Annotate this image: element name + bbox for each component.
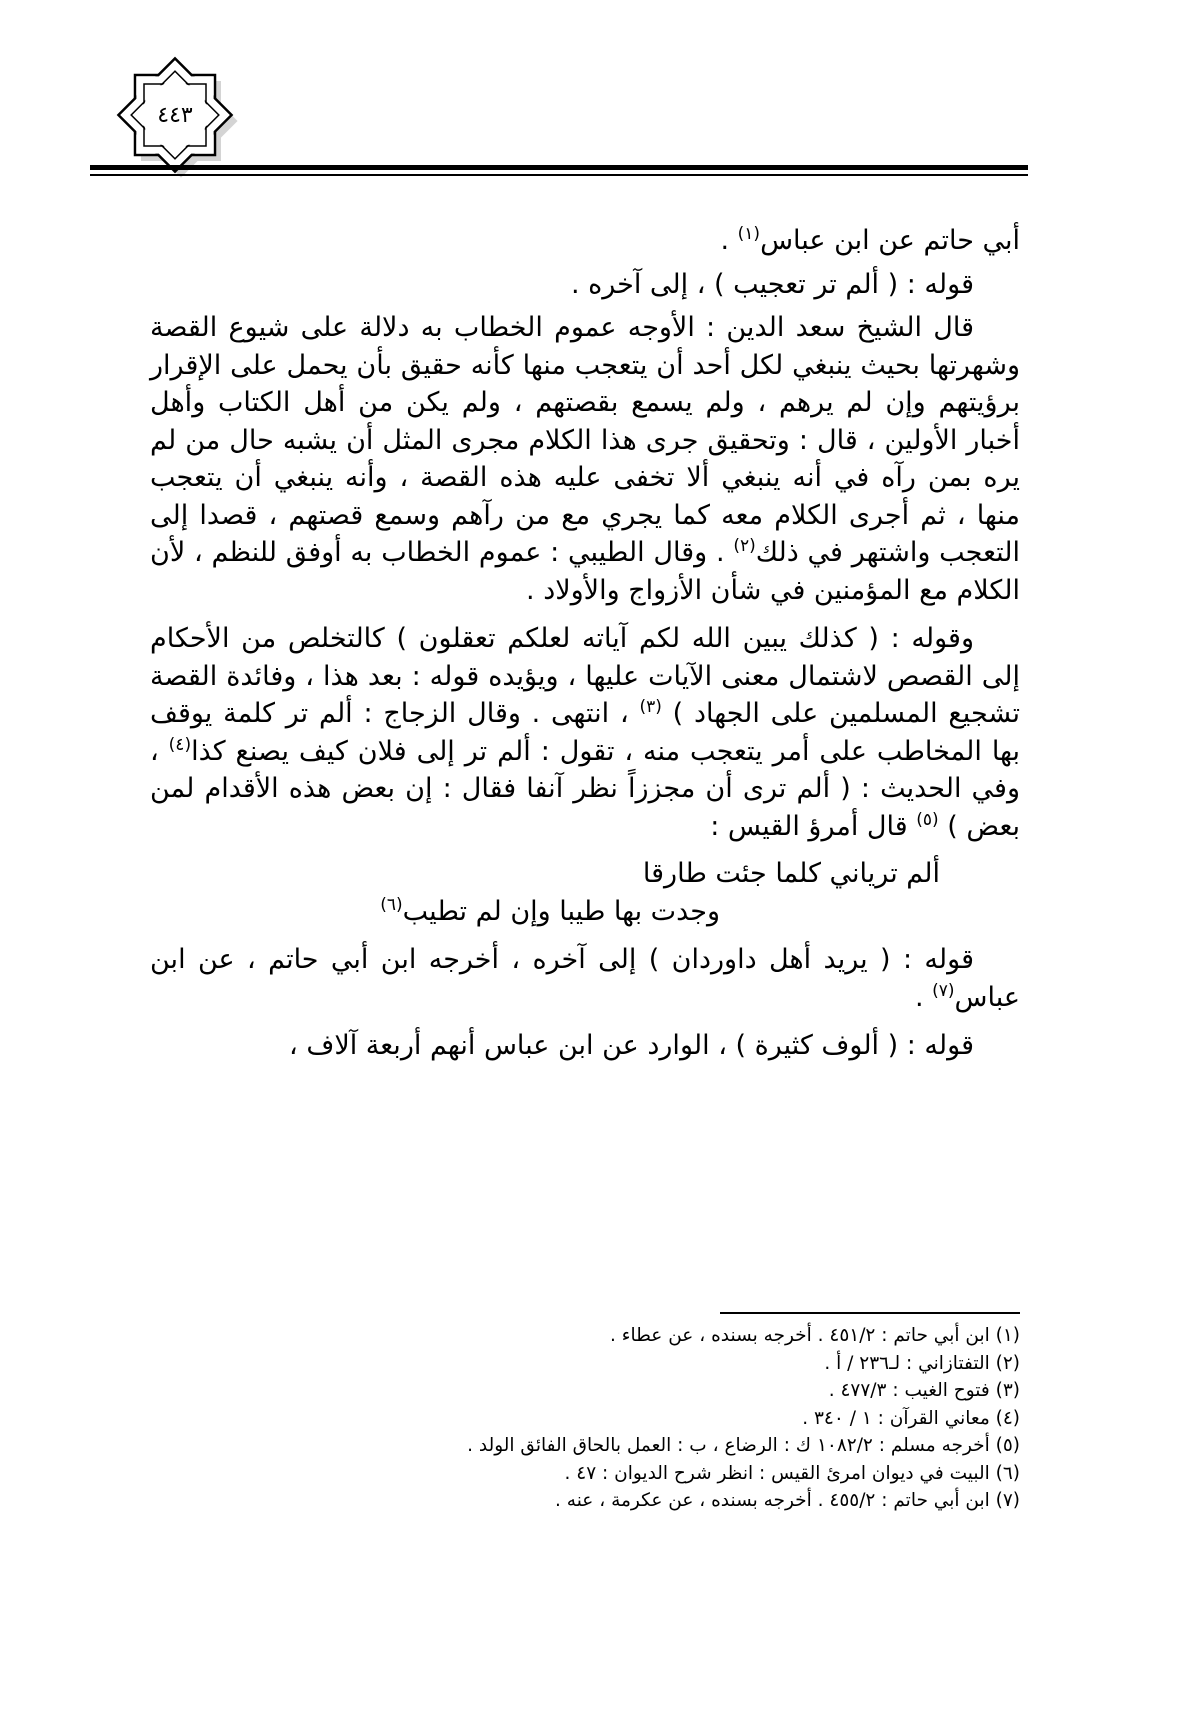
paragraph-2: قوله : ( ألم تر تعجيب ) ، إلى آخره . (570, 268, 974, 300)
footnote-2: (٢) التفتازاني : لـ٢٣٦ / أ . (824, 1352, 1020, 1374)
main-text (150, 222, 1020, 1065)
paragraph-1: أبي حاتم عن ابن عباس$^{(١)}$ . (720, 224, 1020, 256)
footnote-4: (٤) معاني القرآن : ١ / ٣٤٠ . (802, 1407, 1020, 1429)
header-rule-thick (90, 165, 1028, 170)
paragraph-6: قوله : ( ألوف كثيرة ) ، الوارد عن ابن عباس أنهم أربعة آلاف ، (289, 1030, 974, 1061)
footnote-ref: (١) (737, 224, 761, 244)
paragraph-4: وقوله : ( كذلك يبين الله لكم آياته لعلكم تعقلون ) كالتخلص من الأحكام إلى القصص لاشتمال معنى الآيات عليها ، ويؤيده قوله : بعد هذا ، وفائدة القصة تشجيع المسلمين على الجهاد ) $^{(٣)}$ ، انتهى . وقال الزجاج : ألم تر كلمة يوقف بها المخاطب على أمر يتعجب منه ، تقول : ألم تر إلى فلان كيف يصنع كذا$^{(٤)}$ ، وفي الحديث : ( ألم ترى أن مجززاً نظر آنفا فقال : إن بعض هذه الأقدام لمن بعض ) $^{(٥)}$ قال أمرؤ القيس : (150, 623, 1021, 842)
footnote-ref: (٦) (380, 894, 403, 915)
footnote-3: (٣) فتوح الغيب : ٤٧٧/٣ . (828, 1380, 1020, 1401)
footnote-7: (٧) ابن أبي حاتم : ٤٥٥/٢ . أخرجه بسنده ، عن عكرمة ، عنه . (555, 1490, 1020, 1511)
footnote-ref: (٧) (932, 980, 955, 1001)
footnote-5: (٥) أخرجه مسلم : ١٠٨٢/٢ ك : الرضاع ، ب : العمل بالحاق الفائق الولد . (467, 1435, 1020, 1456)
footnote-ref: (٤) (168, 734, 192, 755)
poem-line-2: وجدت بها طيبا وإن لم تطيب$^{(٦)}$ (380, 894, 720, 927)
footnote-6: (٦) البيت في ديوان امرئ القيس : انظر شرح الديوان : ٤٧ . (564, 1462, 1020, 1484)
footnote-ref: (٣) (639, 697, 662, 717)
page-number-badge (108, 48, 242, 182)
footnote-ref: (٢) (733, 536, 756, 556)
page-number: ٤٤٣ (157, 102, 193, 128)
footnote-ref: (٥) (916, 809, 939, 830)
footnote-1: (١) ابن أبي حاتم : ٤٥١/٢ . أخرجه بسنده ، عن عطاء . (610, 1325, 1020, 1346)
poem-line-1: ألم ترياني كلما جئت طارقا (642, 858, 940, 889)
paragraph-3: قال الشيخ سعد الدين : الأوجه عموم الخطاب به دلالة على شيوع القصة وشهرتها بحيث ينبغي لكل أحد أن يتعجب منها كأنه حقيق بأن يحمل على الإقرار برؤيتهم وإن لم يرهم ، ولم يسمع بقصتهم ، ولم يكن من أهل الكتاب وأهل أخبار الأولين ، قال : وتحقيق جرى هذا الكلام مجرى المثل أن يشبه حال من لم يره بمن رآه في أنه ينبغي ألا تخفى عليه هذه القصة ، وأنه ينبغي أن يتعجب منها ، ثم أجرى الكلام معه كما يجري مع من رآهم وسمع قصتهم ، قصدا إلى التعجب واشتهر في ذلك$^{(٢)}$ . وقال الطيبي : عموم الخطاب به أوفق للنظم ، لأن الكلام مع المؤمنين في شأن الأزواج والأولاد . (150, 312, 1020, 606)
paragraph-5: قوله : ( يريد أهل داوردان ) إلى آخره ، أخرجه ابن أبي حاتم ، عن ابن عباس$^{(٧)}$ . (150, 944, 1020, 1013)
footnote-separator (720, 1312, 1020, 1314)
header-rule-thin (90, 174, 1028, 176)
footnotes (150, 1322, 1020, 1515)
